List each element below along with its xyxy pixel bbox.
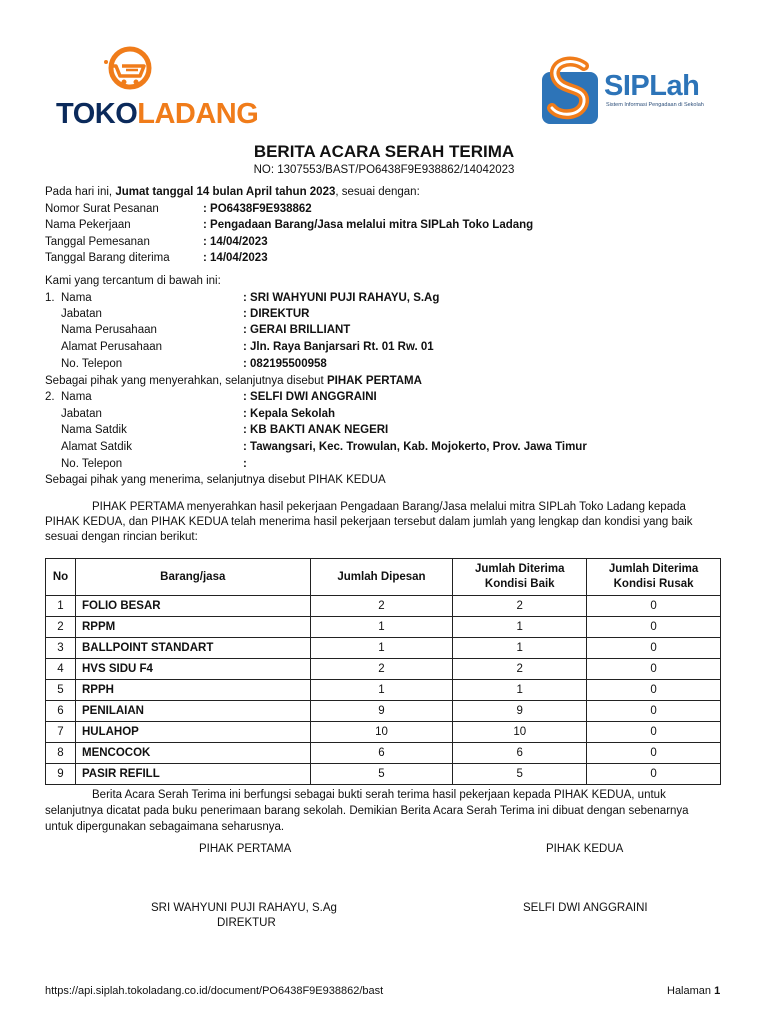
siplah-wordmark: SIPLah bbox=[604, 70, 700, 102]
row-good: 1 bbox=[453, 617, 587, 638]
row-bad: 0 bbox=[587, 638, 721, 659]
signature-right-title: PIHAK KEDUA bbox=[546, 843, 624, 855]
paragraph-line: PIHAK KEDUA, dan PIHAK KEDUA telah menerima hasil pekerjaan tersebut dalam jumlah yang lengkap dan kondisi yang baik bbox=[45, 516, 693, 528]
row-bad: 0 bbox=[587, 743, 721, 764]
party2-value: : Kepala Sekolah bbox=[243, 408, 336, 420]
party1-value: : SRI WAHYUNI PUJI RAHAYU, S.Ag bbox=[243, 292, 440, 304]
row-bad: 0 bbox=[587, 659, 721, 680]
row-good: 1 bbox=[453, 680, 587, 701]
row-good: 9 bbox=[453, 701, 587, 722]
row-no: 4 bbox=[46, 659, 76, 680]
signature-left-name: SRI WAHYUNI PUJI RAHAYU, S.Ag bbox=[151, 902, 337, 914]
order-field-value: : Pengadaan Barang/Jasa melalui mitra SIPLah Toko Ladang bbox=[203, 219, 534, 231]
header-ordered: Jumlah Dipesan bbox=[310, 559, 453, 596]
table-row bbox=[46, 743, 721, 764]
paragraph-line: sesuai dengan rincian berikut: bbox=[45, 531, 198, 543]
items-table bbox=[45, 558, 721, 785]
party2-label: Nama bbox=[61, 391, 92, 403]
table-row bbox=[46, 617, 721, 638]
header-no: No bbox=[46, 559, 76, 596]
party2-label: No. Telepon bbox=[61, 458, 123, 470]
table-header-row bbox=[46, 559, 721, 596]
row-ordered: 1 bbox=[310, 680, 453, 701]
paragraph-line: PIHAK PERTAMA menyerahkan hasil pekerjaan Pengadaan Barang/Jasa melalui mitra SIPLah Toko Ladang kepada bbox=[92, 501, 686, 513]
row-good: 2 bbox=[453, 596, 587, 617]
row-item: PASIR REFILL bbox=[75, 764, 310, 785]
row-bad: 0 bbox=[587, 680, 721, 701]
order-field-value: : 14/04/2023 bbox=[203, 236, 268, 248]
row-no: 3 bbox=[46, 638, 76, 659]
order-field-label: Tanggal Pemesanan bbox=[45, 236, 150, 248]
order-field-value: : 14/04/2023 bbox=[203, 252, 268, 264]
footer-url: https://api.siplah.tokoladang.co.id/document/PO6438F9E938862/bast bbox=[45, 985, 384, 997]
row-no: 9 bbox=[46, 764, 76, 785]
party2-number: 2. bbox=[45, 391, 55, 403]
party2-value: : Tawangsari, Kec. Trowulan, Kab. Mojokerto, Prov. Jawa Timur bbox=[243, 441, 587, 453]
row-item: PENILAIAN bbox=[75, 701, 310, 722]
party2-value: : SELFI DWI ANGGRAINI bbox=[243, 391, 377, 403]
party1-label: Nama bbox=[61, 292, 92, 304]
order-field-label: Nomor Surat Pesanan bbox=[45, 203, 159, 215]
row-item: RPPM bbox=[75, 617, 310, 638]
table-row bbox=[46, 659, 721, 680]
party1-value: : Jln. Raya Banjarsari Rt. 01 Rw. 01 bbox=[243, 341, 434, 353]
table-row bbox=[46, 638, 721, 659]
party1-closing: Sebagai pihak yang menyerahkan, selanjutnya disebut PIHAK PERTAMA bbox=[45, 375, 422, 387]
row-no: 2 bbox=[46, 617, 76, 638]
siplah-logo bbox=[538, 56, 728, 126]
party1-label: Alamat Perusahaan bbox=[61, 341, 163, 353]
signature-left-title: PIHAK PERTAMA bbox=[199, 843, 292, 855]
party2-label: Nama Satdik bbox=[61, 424, 127, 436]
table-row bbox=[46, 701, 721, 722]
row-no: 1 bbox=[46, 596, 76, 617]
party2-value: : bbox=[243, 458, 247, 470]
siplah-tagline: Sistem Informasi Pengadaan di Sekolah bbox=[606, 102, 704, 108]
row-good: 1 bbox=[453, 638, 587, 659]
row-item: BALLPOINT STANDART bbox=[75, 638, 310, 659]
row-ordered: 10 bbox=[310, 722, 453, 743]
row-no: 6 bbox=[46, 701, 76, 722]
party1-label: Jabatan bbox=[61, 308, 102, 320]
row-ordered: 2 bbox=[310, 596, 453, 617]
row-item: HVS SIDU F4 bbox=[75, 659, 310, 680]
row-ordered: 1 bbox=[310, 638, 453, 659]
row-bad: 0 bbox=[587, 722, 721, 743]
document-title: BERITA ACARA SERAH TERIMA bbox=[253, 142, 515, 161]
row-item: FOLIO BESAR bbox=[75, 596, 310, 617]
paragraph-line: Berita Acara Serah Terima ini berfungsi sebagai bukti serah terima hasil pekerjaan kepada PIHAK KEDUA, untuk bbox=[92, 789, 666, 801]
row-bad: 0 bbox=[587, 596, 721, 617]
row-ordered: 2 bbox=[310, 659, 453, 680]
row-bad: 0 bbox=[587, 764, 721, 785]
party1-value: : 082195500958 bbox=[243, 358, 327, 370]
tokoladang-logo bbox=[42, 42, 259, 132]
table-row bbox=[46, 680, 721, 701]
party2-label: Jabatan bbox=[61, 408, 102, 420]
header-received-damaged: Jumlah Diterima Kondisi Rusak bbox=[587, 559, 721, 596]
header-item: Barang/jasa bbox=[75, 559, 310, 596]
order-field-value: : PO6438F9E938862 bbox=[203, 203, 312, 215]
tokoladang-wordmark: TOKOLADANG bbox=[56, 98, 259, 130]
row-item: MENCOCOK bbox=[75, 743, 310, 764]
intro-line: Pada hari ini, Jumat tanggal 14 bulan April tahun 2023, sesuai dengan: bbox=[45, 186, 420, 198]
row-bad: 0 bbox=[587, 617, 721, 638]
row-item: RPPH bbox=[75, 680, 310, 701]
document-number: NO: 1307553/BAST/PO6438F9E938862/14042023 bbox=[253, 164, 515, 176]
row-good: 10 bbox=[453, 722, 587, 743]
row-no: 8 bbox=[46, 743, 76, 764]
row-ordered: 1 bbox=[310, 617, 453, 638]
row-item: HULAHOP bbox=[75, 722, 310, 743]
header-received-good: Jumlah Diterima Kondisi Baik bbox=[453, 559, 587, 596]
party2-label: Alamat Satdik bbox=[61, 441, 132, 453]
order-field-label: Tanggal Barang diterima bbox=[45, 252, 170, 264]
party1-number: 1. bbox=[45, 292, 55, 304]
party2-closing: Sebagai pihak yang menerima, selanjutnya disebut PIHAK KEDUA bbox=[45, 474, 386, 486]
table-row bbox=[46, 596, 721, 617]
table-row bbox=[46, 764, 721, 785]
party1-label: Nama Perusahaan bbox=[61, 324, 157, 336]
paragraph-line: untuk dipergunakan sebagaimana seharusnya. bbox=[45, 821, 285, 833]
row-ordered: 9 bbox=[310, 701, 453, 722]
parties-intro: Kami yang tercantum di bawah ini: bbox=[45, 275, 221, 287]
party1-value: : GERAI BRILLIANT bbox=[243, 324, 351, 336]
row-no: 7 bbox=[46, 722, 76, 743]
shopping-cart-logo-icon bbox=[104, 46, 174, 96]
row-good: 6 bbox=[453, 743, 587, 764]
row-no: 5 bbox=[46, 680, 76, 701]
party1-value: : DIREKTUR bbox=[243, 308, 310, 320]
order-field-label: Nama Pekerjaan bbox=[45, 219, 131, 231]
footer-page: Halaman 1 bbox=[667, 985, 721, 997]
signature-right-name: SELFI DWI ANGGRAINI bbox=[523, 902, 648, 914]
row-good: 2 bbox=[453, 659, 587, 680]
paragraph-line: selanjutnya dicatat pada buku penerimaan barang sekolah. Demikian Berita Acara Serah Terima ini dibuat dengan sebenarnya bbox=[45, 805, 689, 817]
party1-label: No. Telepon bbox=[61, 358, 123, 370]
table-row bbox=[46, 722, 721, 743]
row-ordered: 5 bbox=[310, 764, 453, 785]
row-bad: 0 bbox=[587, 701, 721, 722]
siplah-mark-icon bbox=[540, 56, 602, 126]
row-ordered: 6 bbox=[310, 743, 453, 764]
row-good: 5 bbox=[453, 764, 587, 785]
party2-value: : KB BAKTI ANAK NEGERI bbox=[243, 424, 389, 436]
signature-left-role: DIREKTUR bbox=[217, 917, 276, 929]
